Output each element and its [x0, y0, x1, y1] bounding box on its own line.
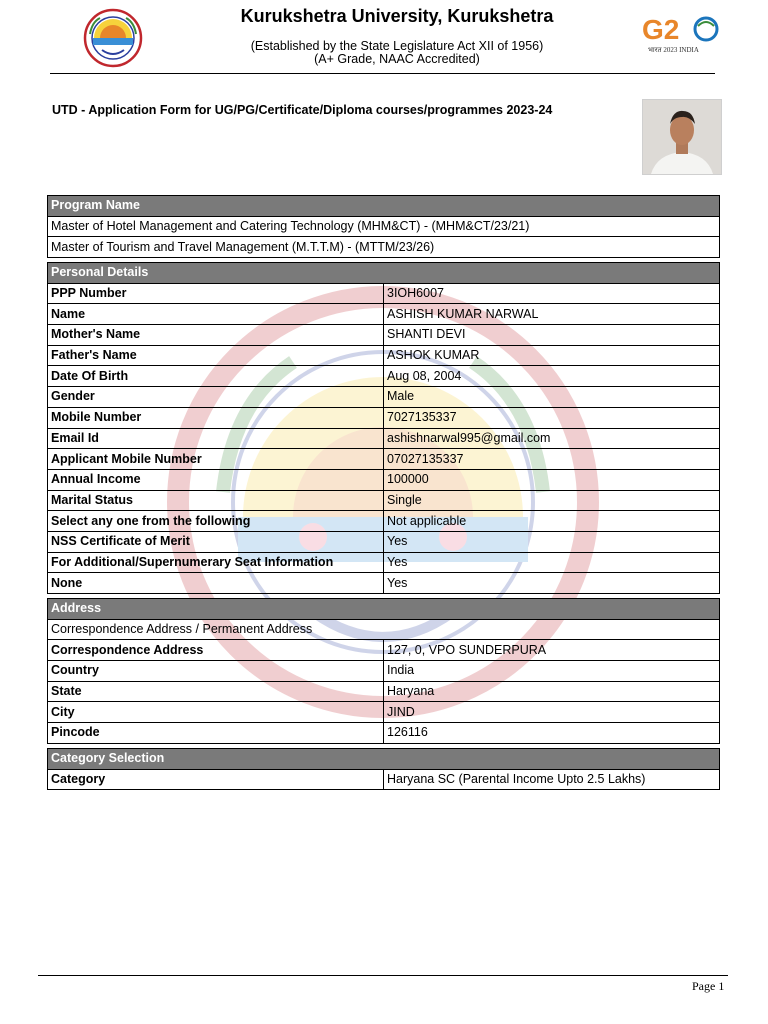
established-line: (Established by the State Legislature Act XII of 1956) — [250, 39, 544, 53]
applicant-photo — [642, 99, 722, 175]
field-value: 127, 0, VPO SUNDERPURA — [384, 640, 720, 661]
field-value: SHANTI DEVI — [384, 325, 720, 346]
field-value: ASHISH KUMAR NARWAL — [384, 304, 720, 325]
field-value: 100000 — [384, 469, 720, 490]
field-value: ASHOK KUMAR — [384, 345, 720, 366]
personal-details-table — [47, 262, 720, 594]
program-section-header: Program Name — [48, 196, 720, 217]
table-row — [48, 387, 720, 408]
field-value: Aug 08, 2004 — [384, 366, 720, 387]
personal-section-header: Personal Details — [48, 263, 720, 284]
table-row — [48, 407, 720, 428]
svg-text:G2: G2 — [642, 14, 680, 45]
field-label: Correspondence Address — [48, 640, 384, 661]
field-label: None — [48, 573, 384, 594]
field-label: Pincode — [48, 723, 384, 744]
form-title: UTD - Application Form for UG/PG/Certificate/Diploma courses/programmes 2023-24 — [52, 103, 553, 117]
table-row — [48, 366, 720, 387]
page-number: Page 1 — [692, 979, 725, 993]
table-row — [48, 304, 720, 325]
table-row — [48, 769, 720, 790]
g20-logo — [642, 12, 726, 56]
address-section-header: Address — [48, 599, 720, 620]
field-label: Gender — [48, 387, 384, 408]
field-value: ashishnarwal995@gmail.com — [384, 428, 720, 449]
field-value: Yes — [384, 552, 720, 573]
category-table — [47, 748, 720, 790]
field-value: India — [384, 661, 720, 682]
table-row — [48, 702, 720, 723]
table-row — [48, 661, 720, 682]
table-row — [48, 552, 720, 573]
svg-text:भारत 2023 INDIA: भारत 2023 INDIA — [648, 46, 699, 54]
table-row — [48, 449, 720, 470]
field-label: Name — [48, 304, 384, 325]
table-row — [48, 469, 720, 490]
field-label: Country — [48, 661, 384, 682]
field-value: JIND — [384, 702, 720, 723]
field-label: State — [48, 681, 384, 702]
field-label: Father's Name — [48, 345, 384, 366]
field-label: NSS Certificate of Merit — [48, 531, 384, 552]
table-row — [48, 428, 720, 449]
field-value: 3IOH6007 — [384, 283, 720, 304]
table-row — [48, 325, 720, 346]
field-label: Marital Status — [48, 490, 384, 511]
address-note: Correspondence Address / Permanent Address — [48, 619, 720, 640]
field-value: Haryana SC (Parental Income Upto 2.5 Lakhs) — [384, 769, 720, 790]
field-value: 7027135337 — [384, 407, 720, 428]
field-label: Email Id — [48, 428, 384, 449]
grade-line: (A+ Grade, NAAC Accredited) — [314, 52, 480, 66]
field-value: 126116 — [384, 723, 720, 744]
table-row — [48, 531, 720, 552]
field-label: Mobile Number — [48, 407, 384, 428]
field-label: City — [48, 702, 384, 723]
program-table — [47, 195, 720, 258]
field-label: Annual Income — [48, 469, 384, 490]
field-label: Applicant Mobile Number — [48, 449, 384, 470]
table-row — [48, 283, 720, 304]
field-value: Haryana — [384, 681, 720, 702]
field-label: Select any one from the following — [48, 511, 384, 532]
field-label: For Additional/Supernumerary Seat Information — [48, 552, 384, 573]
field-value: 07027135337 — [384, 449, 720, 470]
table-row — [48, 723, 720, 744]
field-label: PPP Number — [48, 283, 384, 304]
program-item: Master of Hotel Management and Catering Technology (MHM&CT) - (MHM&CT/23/21) — [48, 216, 720, 237]
field-label: Category — [48, 769, 384, 790]
table-row — [48, 511, 720, 532]
field-value: Single — [384, 490, 720, 511]
table-row — [48, 490, 720, 511]
field-label: Date Of Birth — [48, 366, 384, 387]
table-row — [48, 345, 720, 366]
field-value: Yes — [384, 573, 720, 594]
field-value: Yes — [384, 531, 720, 552]
table-row — [48, 681, 720, 702]
field-value: Male — [384, 387, 720, 408]
footer-divider — [38, 975, 728, 976]
field-label: Mother's Name — [48, 325, 384, 346]
table-row — [48, 640, 720, 661]
header-divider — [50, 73, 715, 74]
university-name: Kurukshetra University, Kurukshetra — [240, 6, 554, 26]
table-row — [48, 573, 720, 594]
category-section-header: Category Selection — [48, 749, 720, 770]
address-table — [47, 598, 720, 744]
field-value: Not applicable — [384, 511, 720, 532]
program-item: Master of Tourism and Travel Management (M.T.T.M) - (MTTM/23/26) — [48, 237, 720, 258]
